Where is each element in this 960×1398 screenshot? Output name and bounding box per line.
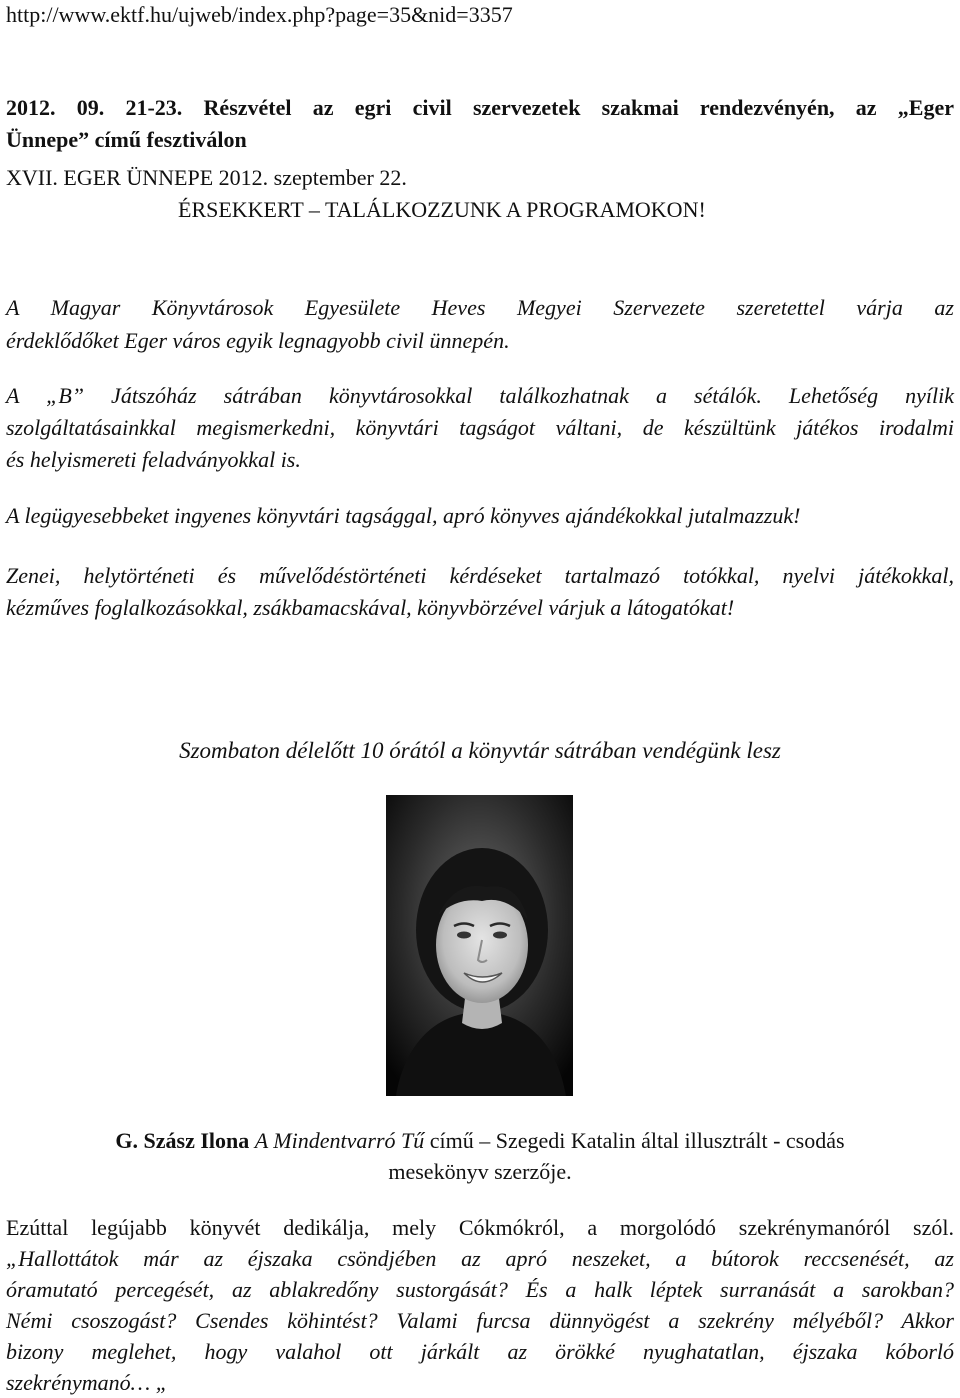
heading-line-3: XVII. EGER ÜNNEPE 2012. szeptember 22.	[6, 165, 407, 190]
paragraph-2-line-1: A „B” Játszóház sátrában könyvtárosokkal találkozhatnak a sétálók. Lehetőség nyílik	[6, 383, 954, 408]
final-paragraph	[6, 1212, 954, 1398]
final-line-1: Ezúttal legújabb könyvét dedikálja, mely Cókmókról, a morgolódó szekrénymanóról szól.	[6, 1215, 954, 1240]
paragraph-2-line-2: szolgáltatásainkkal megismerkedni, könyvtári tagságot váltani, de készültünk játékos irodalmi	[6, 415, 954, 440]
event-heading	[6, 92, 954, 226]
author-name: G. Szász Ilona	[115, 1128, 250, 1153]
paragraph-4-line-1: Zenei, helytörténeti és művelődéstörténeti kérdéseket tartalmazó totókkal, nyelvi játékokkal,	[6, 563, 954, 588]
paragraph-4	[6, 560, 954, 624]
caption-rest: című – Szegedi Katalin által illusztrált - csodás	[429, 1128, 845, 1153]
final-line-3: óramutató percegését, az ablakredőny sustorgását? És a halk léptek surranását a sarokban?	[6, 1277, 954, 1302]
paragraph-1-line-2: érdeklődőket Eger város egyik legnagyobb civil ünnepén.	[6, 328, 510, 353]
caption-line-1	[6, 1125, 954, 1156]
paragraph-3: A legügyesebbeket ingyenes könyvtári tagsággal, apró könyves ajándékokkal jutalmazzuk!	[6, 503, 801, 528]
guest-intro: Szombaton délelőtt 10 órától a könyvtár sátrában vendégünk lesz	[179, 738, 781, 763]
heading-line-2: Ünnepe” című fesztiválon	[6, 127, 247, 152]
paragraph-2	[6, 380, 954, 476]
final-line-5: bizony meglehet, hogy valahol ott járkált az örökké nyughatatlan, éjszaka kóborló	[6, 1339, 954, 1364]
heading-line-4: ÉRSEKKERT – TALÁLKOZZUNK A PROGRAMOKON!	[178, 197, 706, 222]
source-url[interactable]: http://www.ektf.hu/ujweb/index.php?page=35&nid=3357	[6, 2, 513, 27]
final-line-4: Némi csoszogást? Csendes köhintést? Valami furcsa dünnyögést a szekrény mélyéből? Akkor	[6, 1308, 954, 1333]
final-line-6: szekrénymanó… „	[6, 1370, 168, 1395]
caption-line-2: mesekönyv szerzője.	[388, 1159, 572, 1184]
book-title: A Mindentvarró Tű	[254, 1128, 425, 1153]
paragraph-1	[6, 291, 954, 357]
author-portrait-photo	[386, 795, 573, 1096]
paragraph-1-line-1: A Magyar Könyvtárosok Egyesülete Heves Megyei Szervezete szeretettel várja az	[6, 295, 954, 320]
final-line-2: „Hallottátok már az éjszaka csöndjében az apró neszeket, a bútorok reccsenését, az	[6, 1246, 954, 1271]
paragraph-2-line-3: és helyismereti feladványokkal is.	[6, 447, 301, 472]
heading-line-1: 2012. 09. 21-23. Részvétel az egri civil szervezetek szakmai rendezvényén, az „Eger	[6, 95, 954, 120]
author-caption	[6, 1125, 954, 1187]
paragraph-4-line-2: kézműves foglalkozásokkal, zsákbamacskával, könyvbörzével várjuk a látogatókat!	[6, 595, 735, 620]
